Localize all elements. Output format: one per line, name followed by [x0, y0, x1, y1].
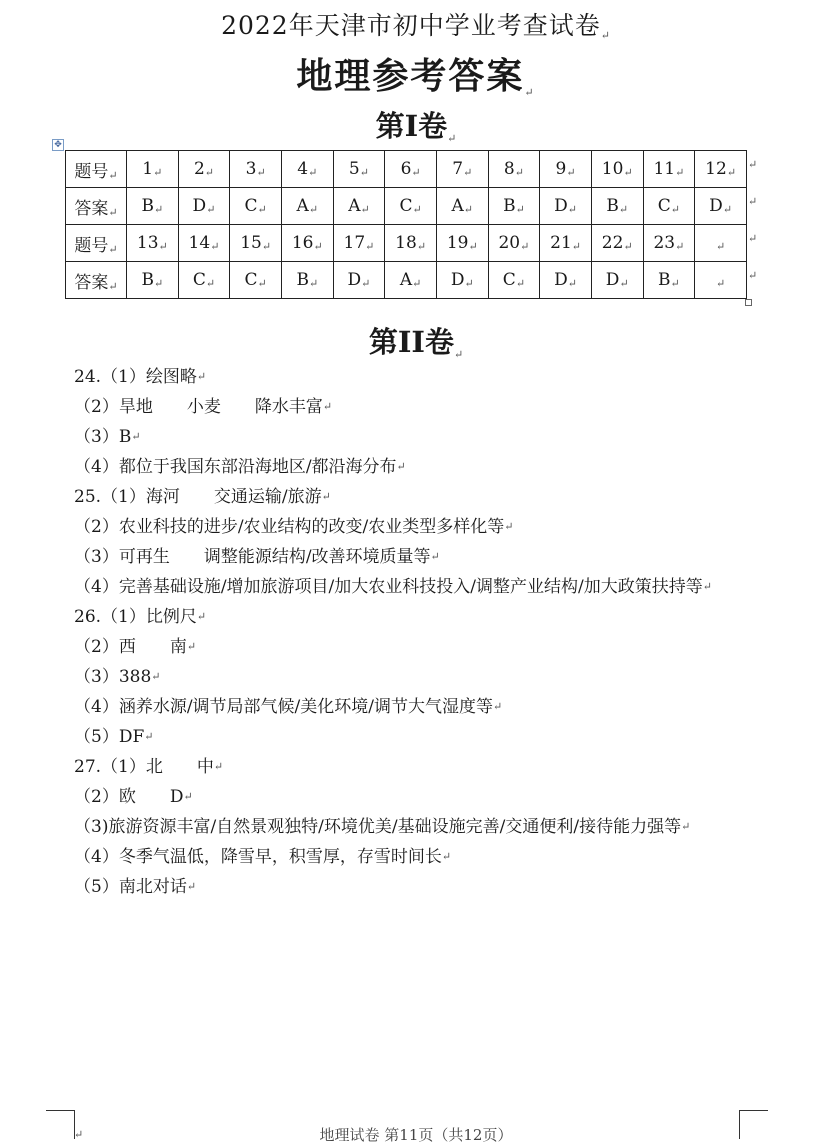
table-cell: A↵ [436, 188, 488, 225]
cell-end-mark-icon: ↵ [515, 277, 526, 290]
cell-end-mark-icon: ↵ [108, 205, 118, 219]
table-cell: 10↵ [591, 151, 643, 188]
cell-end-mark-icon: ↵ [257, 277, 267, 290]
table-row-header: 题号↵ [66, 151, 127, 188]
cell-end-mark-icon: ↵ [675, 240, 685, 253]
table-cell [695, 225, 747, 262]
cell-end-mark-icon: ↵ [623, 240, 633, 253]
table-cell: 22↵ [591, 225, 643, 262]
table-cell: B↵ [591, 188, 643, 225]
cell-end-mark-icon: ↵ [204, 166, 214, 179]
answer-list [74, 362, 742, 902]
cell-end-mark-icon: ↵ [257, 203, 267, 216]
paragraph-mark-icon: ↵ [702, 580, 712, 593]
cell-end-mark-icon: ↵ [716, 240, 726, 253]
cell-end-mark-icon: ↵ [722, 203, 733, 216]
cell-end-mark-icon: ↵ [468, 240, 478, 253]
table-cell: 12↵ [695, 151, 747, 188]
section-heading-volume-1: 第I卷↵ [375, 109, 457, 145]
table-cell: 13↵ [127, 225, 179, 262]
table-cell: 4↵ [281, 151, 333, 188]
paragraph-mark-icon: ↵ [144, 730, 154, 743]
table-cell: D↵ [695, 188, 747, 225]
table-cell: D↵ [178, 188, 230, 225]
cell-end-mark-icon: ↵ [623, 166, 633, 179]
paragraph-mark-icon: ↵ [186, 880, 197, 893]
paragraph-mark-icon: ↵ [74, 1128, 84, 1141]
table-cell: A↵ [281, 188, 333, 225]
cell-end-mark-icon: ↵ [108, 168, 118, 182]
table-row-header: 题号↵ [66, 225, 127, 262]
table-cell: 19↵ [436, 225, 488, 262]
table-row [66, 151, 747, 188]
answer-table [65, 150, 747, 299]
cell-end-mark-icon: ↵ [670, 203, 680, 216]
table-cell: 14↵ [178, 225, 230, 262]
paragraph-mark-icon: ↵ [186, 640, 197, 653]
answer-line: （4）涵养水源/调节局部气候/美化环境/调节大气湿度等↵ [74, 697, 503, 717]
paragraph-mark-icon: ↵ [196, 370, 207, 383]
paragraph-mark-icon: ↵ [131, 430, 141, 443]
answer-line: （5）南北对话↵ [74, 877, 197, 897]
table-resize-handle[interactable] [745, 299, 752, 306]
table-cell: B↵ [488, 188, 540, 225]
table-row [66, 188, 747, 225]
cell-end-mark-icon: ↵ [571, 240, 581, 253]
answer-line: （3）B↵ [74, 427, 141, 447]
cell-end-mark-icon: ↵ [153, 277, 164, 290]
table-cell: 3↵ [230, 151, 282, 188]
cell-end-mark-icon: ↵ [411, 166, 421, 179]
table-cell: 9↵ [540, 151, 592, 188]
table-row-header: 答案↵ [66, 188, 127, 225]
cell-end-mark-icon: ↵ [412, 203, 422, 216]
cell-end-mark-icon: ↵ [206, 203, 216, 216]
table-cell: B↵ [281, 262, 333, 299]
cell-end-mark-icon: ↵ [726, 166, 737, 179]
answer-line: （4）冬季气温低，降雪早，积雪厚，存雪时间长↵ [74, 847, 452, 867]
cell-end-mark-icon: ↵ [463, 166, 473, 179]
table-cell: 11↵ [643, 151, 695, 188]
cell-end-mark-icon: ↵ [416, 240, 427, 253]
document-title: 2022年天津市初中学业考查试卷↵ [221, 11, 611, 42]
table-cell: 2↵ [178, 151, 230, 188]
table-cell: D↵ [591, 262, 643, 299]
paragraph-mark-icon: ↵ [196, 610, 207, 623]
table-cell: A↵ [385, 262, 437, 299]
page-footer: 地理试卷 第11页（共12页） [319, 1126, 513, 1144]
table-cell: D↵ [540, 262, 592, 299]
table-cell: B↵ [127, 188, 179, 225]
table-cell: 5↵ [333, 151, 385, 188]
cell-end-mark-icon: ↵ [361, 277, 371, 290]
cell-end-mark-icon: ↵ [670, 277, 680, 290]
paragraph-mark-icon: ↵ [504, 520, 514, 533]
cell-end-mark-icon: ↵ [158, 240, 168, 253]
cell-end-mark-icon: ↵ [205, 277, 216, 290]
cell-end-mark-icon: ↵ [210, 240, 220, 253]
table-cell: 1↵ [127, 151, 179, 188]
cell-end-mark-icon: ↵ [618, 203, 629, 216]
table-row [66, 262, 747, 299]
paragraph-mark-icon: ↵ [322, 400, 333, 413]
answer-line: 24.（1）绘图略↵ [74, 367, 207, 387]
paragraph-mark-icon: ↵ [493, 700, 503, 713]
answer-line: （2）旱地 小麦 降水丰富↵ [74, 397, 333, 417]
cell-end-mark-icon: ↵ [412, 277, 422, 290]
answer-line: （2）农业科技的进步/农业结构的改变/农业类型多样化等↵ [74, 517, 514, 537]
answer-line: （3）388↵ [74, 667, 161, 687]
cell-end-mark-icon: ↵ [520, 240, 530, 253]
table-cell: 8↵ [488, 151, 540, 188]
cell-end-mark-icon: ↵ [360, 203, 370, 216]
cell-end-mark-icon: ↵ [567, 203, 577, 216]
answer-line: （3）可再生 调整能源结构/改善环境质量等↵ [74, 547, 440, 567]
table-cell: C↵ [488, 262, 540, 299]
cell-end-mark-icon: ↵ [675, 166, 685, 179]
table-cell: 23↵ [643, 225, 695, 262]
cell-end-mark-icon: ↵ [515, 203, 525, 216]
cell-end-mark-icon: ↵ [514, 166, 524, 179]
table-cell: C↵ [230, 188, 282, 225]
cell-end-mark-icon: ↵ [261, 240, 272, 253]
answer-line: 27.（1）北 中↵ [74, 757, 224, 777]
table-cell: B↵ [127, 262, 179, 299]
answer-line: （2）西 南↵ [74, 637, 197, 657]
cell-end-mark-icon: ↵ [365, 240, 375, 253]
paragraph-mark-icon: ↵ [151, 670, 161, 683]
table-cell: C↵ [385, 188, 437, 225]
table-cell [695, 262, 747, 299]
cell-end-mark-icon: ↵ [566, 166, 576, 179]
table-cell: C↵ [178, 262, 230, 299]
cell-end-mark-icon: ↵ [313, 240, 323, 253]
cell-end-mark-icon: ↵ [716, 277, 726, 290]
row-end-mark-icon: ↵ [748, 158, 758, 171]
paragraph-mark-icon: ↵ [441, 850, 452, 863]
answer-line: （4）都位于我国东部沿海地区/都沿海分布↵ [74, 457, 406, 477]
paragraph-mark-icon: ↵ [396, 460, 406, 473]
paragraph-mark-icon: ↵ [681, 820, 691, 833]
cell-end-mark-icon: ↵ [463, 203, 474, 216]
cell-end-mark-icon: ↵ [108, 279, 118, 293]
row-end-mark-icon: ↵ [748, 232, 758, 245]
answer-line: 25.（1）海河 交通运输/旅游↵ [74, 487, 331, 507]
table-cell: D↵ [333, 262, 385, 299]
row-end-mark-icon: ↵ [748, 269, 758, 282]
cell-end-mark-icon: ↵ [464, 277, 474, 290]
cell-end-mark-icon: ↵ [308, 277, 319, 290]
table-cell: 6↵ [385, 151, 437, 188]
table-cell: 16↵ [281, 225, 333, 262]
table-cell: 17↵ [333, 225, 385, 262]
table-cell: A↵ [333, 188, 385, 225]
cell-end-mark-icon: ↵ [359, 166, 369, 179]
row-end-mark-icon: ↵ [748, 195, 758, 208]
document-subtitle: 地理参考答案↵ [296, 55, 536, 99]
cell-end-mark-icon: ↵ [619, 277, 629, 290]
cell-end-mark-icon: ↵ [256, 166, 266, 179]
paragraph-mark-icon: ↵ [213, 760, 224, 773]
table-cell: 21↵ [540, 225, 592, 262]
table-cell: B↵ [643, 262, 695, 299]
paragraph-mark-icon: ↵ [183, 790, 193, 803]
table-move-handle-icon[interactable]: ✥ [52, 139, 64, 151]
section-heading-volume-2: 第II卷↵ [368, 325, 464, 361]
answer-line: （5）DF↵ [74, 727, 154, 747]
table-cell: C↵ [230, 262, 282, 299]
cell-end-mark-icon: ↵ [567, 277, 577, 290]
answer-line: （3)旅游资源丰富/自然景观独特/环境优美/基础设施完善/交通便利/接待能力强等↵ [74, 817, 691, 837]
cell-end-mark-icon: ↵ [153, 203, 164, 216]
table-cell: D↵ [540, 188, 592, 225]
table-cell: C↵ [643, 188, 695, 225]
table-cell: 7↵ [436, 151, 488, 188]
table-cell: 20↵ [488, 225, 540, 262]
cell-end-mark-icon: ↵ [308, 166, 318, 179]
cell-end-mark-icon: ↵ [153, 166, 163, 179]
table-row-header: 答案↵ [66, 262, 127, 299]
answer-line: 26.（1）比例尺↵ [74, 607, 207, 627]
answer-line: （4）完善基础设施/增加旅游项目/加大农业科技投入/调整产业结构/加大政策扶持等↵ [74, 577, 712, 597]
table-cell: 15↵ [230, 225, 282, 262]
paragraph-mark-icon: ↵ [430, 550, 440, 563]
table-cell: 18↵ [385, 225, 437, 262]
table-row [66, 225, 747, 262]
cell-end-mark-icon: ↵ [108, 242, 118, 256]
paragraph-mark-icon: ↵ [321, 490, 331, 503]
cell-end-mark-icon: ↵ [308, 203, 319, 216]
table-cell: D↵ [436, 262, 488, 299]
answer-line: （2）欧 D↵ [74, 787, 193, 807]
